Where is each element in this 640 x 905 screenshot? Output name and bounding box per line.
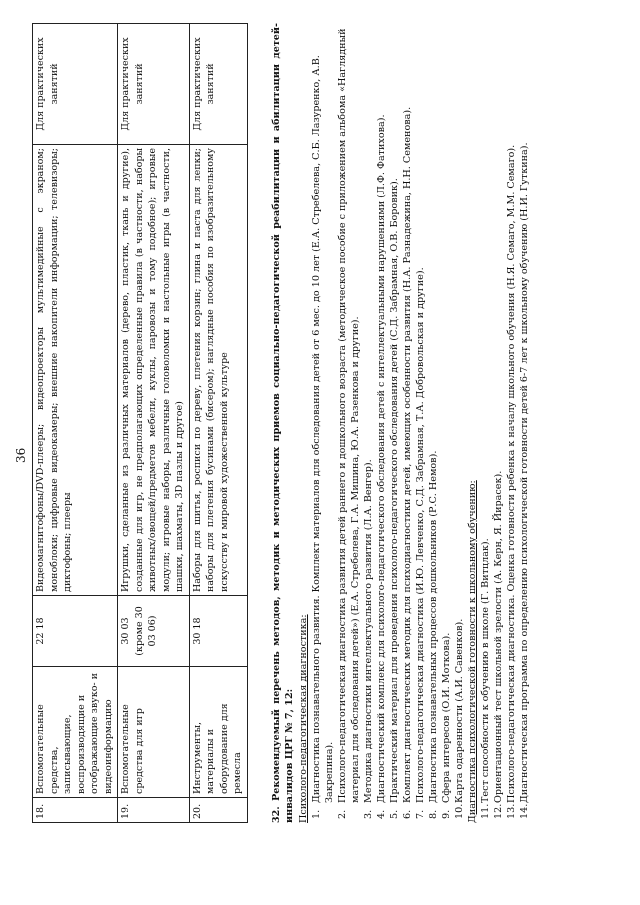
row-code: 30 03 (кроме 30 03 06) (118, 596, 190, 667)
section-heading: 32. Рекомендуемый перечень методов, методик и методических приемов социально-педагогической реабилитации и абилитации детей-инвалидов ЦРГ № 7, 12: (271, 23, 295, 823)
list-item (479, 23, 492, 823)
list-item-text: Тест способности к обучению в школе (Г. Витцлак). (480, 538, 491, 803)
row-code: 22 18 (33, 596, 118, 667)
list-item-number: 9. (441, 809, 452, 819)
list-item-text: Диагностика познавательных процессов дошкольников (Р.С. Немов). (428, 450, 439, 803)
list-item (427, 23, 440, 823)
list-item-text: Психолого-педагогическая диагностика (И.Ю. Левченко, С.Д. Забрамная, Т.А. Добровольская и другие). (415, 267, 426, 803)
equipment-table (32, 23, 248, 823)
list-item (310, 23, 336, 823)
list-item (492, 23, 505, 823)
row-name: Инструменты, материалы и оборудование для ремесла (189, 667, 247, 798)
row-number: 18. (33, 798, 118, 823)
list-item (453, 23, 466, 823)
list-item-text: Диагностика познавательного развития. Комплект материалов для обследования детей от 6 мес. до 10 лет (Е.А. Стребелева, С.Б. Лазуренко, А.В. Закрепина). (311, 55, 335, 803)
list-item-number: 14. (519, 803, 530, 819)
list-item-number: 13. (506, 803, 517, 819)
list-item-text: Комплект диагностических методик для психодиагностики детей, имеющих особенности развития (Н.А. Разнадежина, Н.Н. Семенова). (402, 106, 413, 803)
row-number: 20. (189, 798, 247, 823)
list-item (518, 23, 531, 823)
list-item-text: Психолого-педагогическая диагностика. Оценка готовности ребенка к началу школьного обучения (Н.Я. Семаго, М.М. Семаго). (506, 144, 517, 803)
row-code: 30 18 (189, 596, 247, 667)
subheading-school-readiness: Диагностика психологической готовности к школьному обучению: (467, 480, 478, 823)
school-readiness-list (479, 23, 531, 823)
row-name: Вспомогательные средства для игр (118, 667, 190, 798)
list-item (336, 23, 362, 823)
list-item (375, 23, 388, 823)
list-item-number: 8. (428, 809, 439, 819)
list-item-text: Карта одаренности (А.И. Савенков). (454, 618, 465, 803)
list-item-text: Психолого-педагогическая диагностика развития детей раннего и дошкольного возраста (методическое пособие с приложением альбома «Наглядный материал для обследования детей») (Е.А. Стребелева, Г.А. Мишина, Ю.А. Разенкова и другие). (337, 28, 361, 803)
list-item (401, 23, 414, 823)
list-item-number: 12. (493, 803, 504, 819)
row-purpose: Для практических занятий (118, 24, 190, 145)
table-row (189, 24, 247, 823)
table-row (33, 24, 118, 823)
list-item-number: 4. (376, 809, 387, 819)
list-item-text: Ориентационный тест школьной зрелости (А. Керн, Я. Йирасек). (493, 470, 504, 803)
list-item-number: 2. (337, 809, 348, 819)
methods-section (270, 23, 531, 823)
row-number: 19. (118, 798, 190, 823)
row-name: Вспомогательные средства, записывающие, воспроизводящие и отображающие звуко- и видеоинформацию (33, 667, 118, 798)
list-item-text: Сфера интересов (О.И. Моткова). (441, 632, 452, 803)
list-item (440, 23, 453, 823)
page-number: 36 (14, 447, 28, 463)
row-description: Видеомагнитофоны/DVD-плееры; видеопроекторы мультимедийные с экраном; моноблоки; цифровые видеокамеры; внешние накопители информации; телевизоры; диктофоны; плееры (33, 145, 118, 596)
equipment-table-body (33, 24, 248, 823)
list-item (388, 23, 401, 823)
diagnostics-list (310, 23, 466, 823)
subheading-diagnostics: Психолого-педагогическая диагностика: (298, 614, 309, 823)
row-purpose: Для практических занятий (33, 24, 118, 145)
table-row (118, 24, 190, 823)
row-description: Наборы для шитья, росписи по дереву, плетения корзин; глина и паста для лепки; наборы для плетения бусинами (бисером); наглядные пособия по изобразительному искусству и мировой художественной культуре (189, 145, 247, 596)
list-item-text: Методика диагностики интеллектуального развития (Л.А. Венгер). (363, 459, 374, 803)
list-item (414, 23, 427, 823)
list-item-number: 5. (389, 809, 400, 819)
list-item-number: 10. (454, 803, 465, 819)
row-description: Игрушки, сделанные из различных материалов (дерево, пластик, ткань и другие), созданные для игр, не предполагающих определенные правила (в частности, наборы животных/овощей/предметов мебели, куклы, паровозы и тому подобное); игровые модули; игровые наборы, различные головоломки и настольные игры (в частности, шашки, шахматы, 3D пазлы и другое) (118, 145, 190, 596)
list-item-text: Практический материал для проведения психолого-педагогического обследования детей (С.Д. Забрамная, О.В. Боровик). (389, 178, 400, 803)
list-item-text: Диагностическая программа по определению психологической готовности детей 6-7 лет к школьному обучению (Н.И. Гуткина). (519, 142, 530, 803)
list-item (362, 23, 375, 823)
list-item-number: 1. (311, 809, 322, 819)
list-item-number: 3. (363, 809, 374, 819)
list-item-number: 11. (480, 803, 491, 819)
list-item-number: 6. (402, 809, 413, 819)
list-item (505, 23, 518, 823)
list-item-text: Диагностический комплекс для психолого-педагогического обследования детей с интеллектуальными нарушениями (Л.Ф. Фатихова). (376, 114, 387, 803)
row-purpose: Для практических занятий (189, 24, 247, 145)
list-item-number: 7. (415, 809, 426, 819)
